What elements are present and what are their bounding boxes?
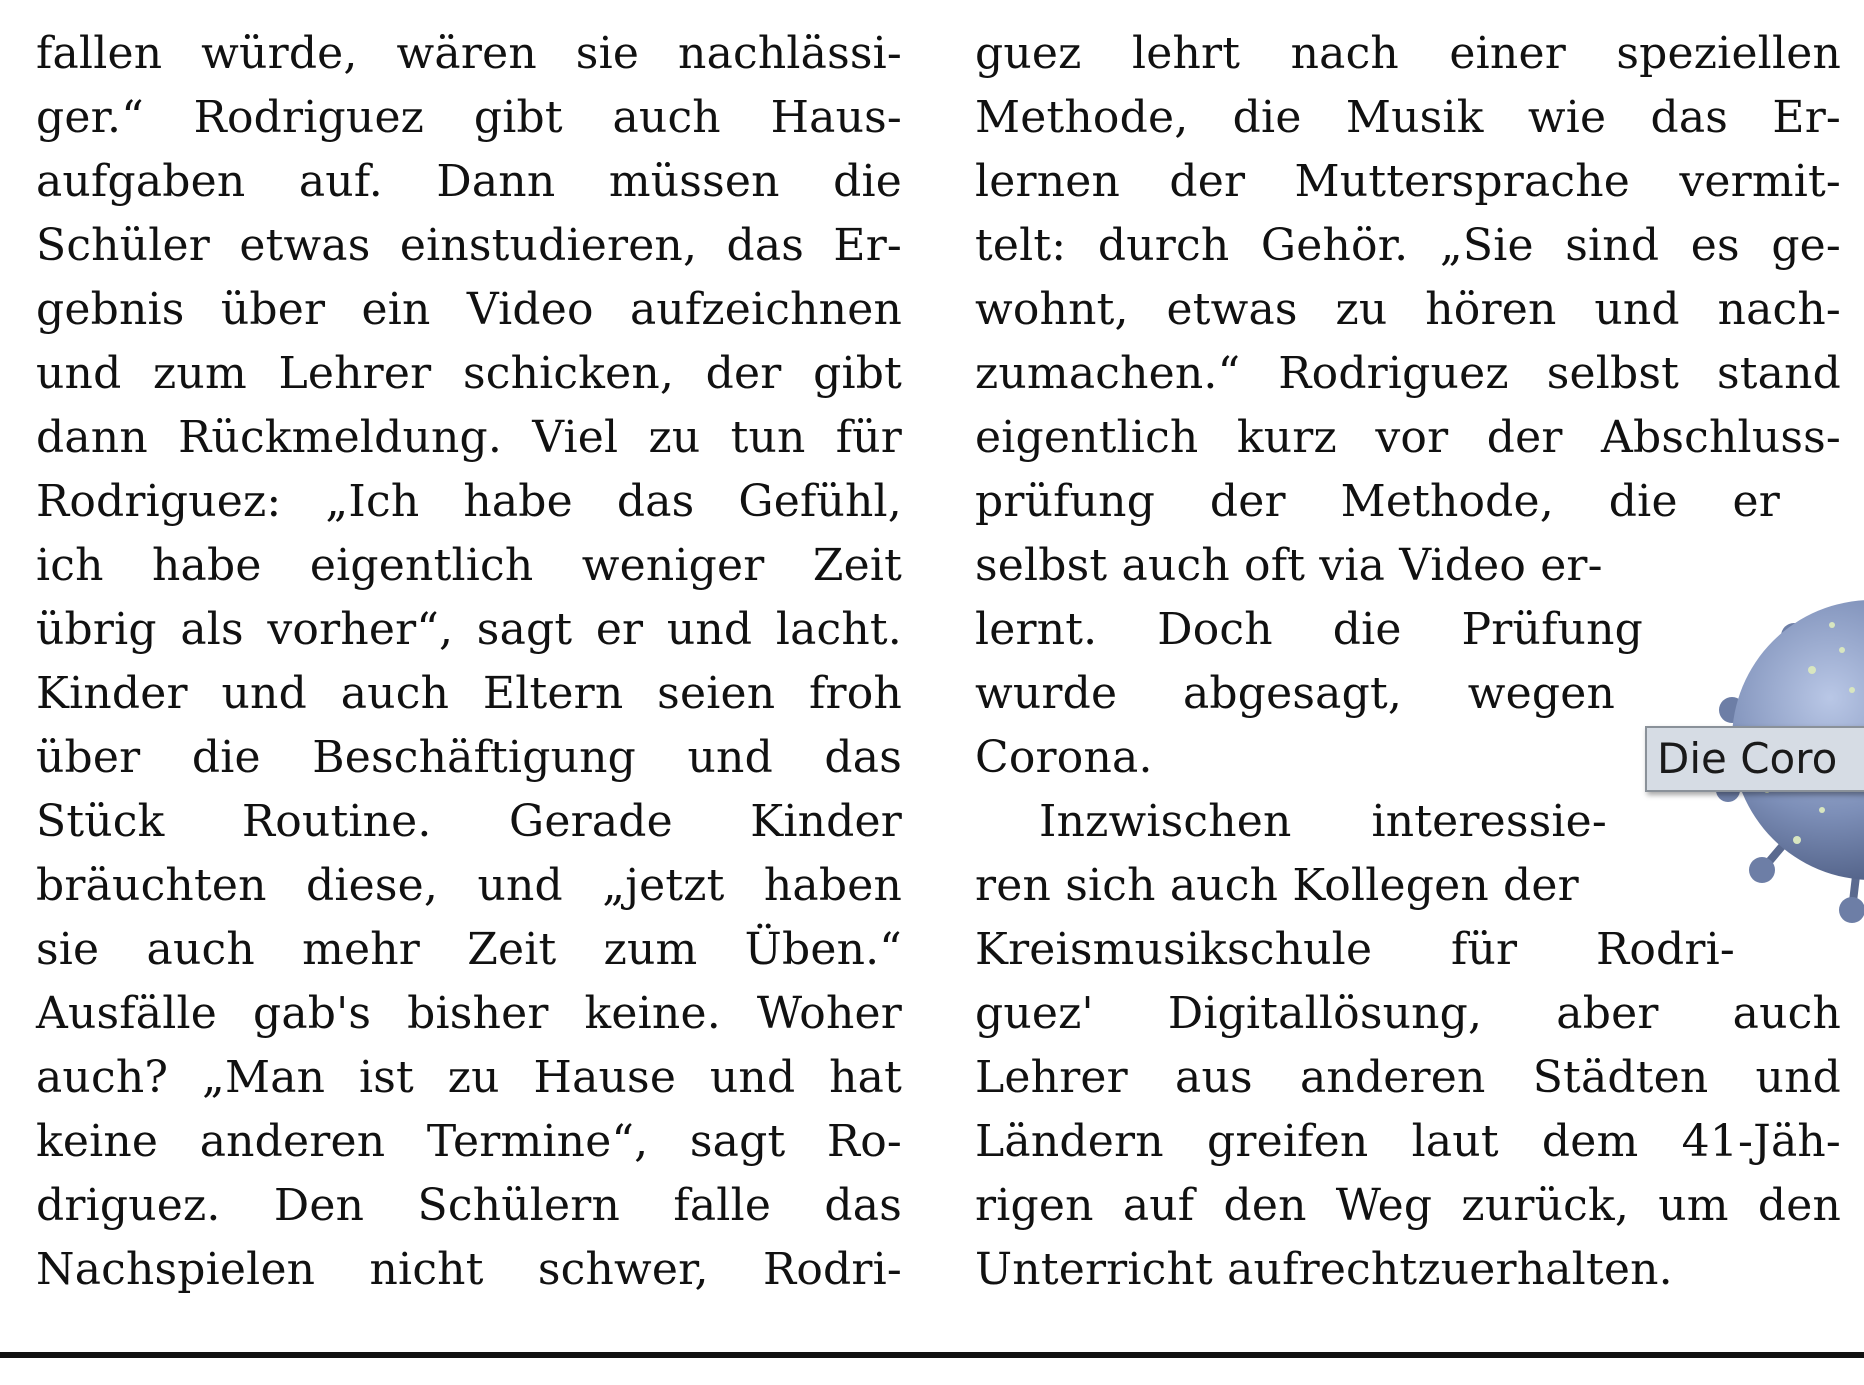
text-line: Inzwischen interessie- xyxy=(1039,796,1607,847)
text-line: Unterricht aufrechtzuerhalten. xyxy=(975,1244,1673,1295)
text-line: Stück Routine. Gerade Kinder xyxy=(36,796,902,847)
text-line: prüfung der Methode, die er xyxy=(975,476,1780,527)
text-line: aufgaben auf. Dann müssen die xyxy=(36,156,902,207)
text-line: driguez. Den Schülern falle das xyxy=(36,1180,902,1231)
text-line: Rodriguez: „Ich habe das Gefühl, xyxy=(36,476,902,527)
text-line: Ländern greifen laut dem 41-Jäh- xyxy=(975,1116,1841,1167)
text-line: Kinder und auch Eltern seien froh xyxy=(36,668,902,719)
text-line: telt: durch Gehör. „Sie sind es ge- xyxy=(975,220,1841,271)
image-caption: Die Coro xyxy=(1645,726,1864,792)
text-line: Schüler etwas einstudieren, das Er- xyxy=(36,220,902,271)
left-column xyxy=(36,22,902,1302)
text-line: Corona. xyxy=(975,732,1153,783)
text-line: Kreismusikschule für Rodri- xyxy=(975,924,1735,975)
text-line: Lehrer aus anderen Städten und xyxy=(975,1052,1841,1103)
text-line: und zum Lehrer schicken, der gibt xyxy=(36,348,902,399)
text-line: lernen der Muttersprache vermit- xyxy=(975,156,1841,207)
text-line: ich habe eigentlich weniger Zeit xyxy=(36,540,902,591)
text-line: über die Beschäftigung und das xyxy=(36,732,902,783)
text-line: wohnt, etwas zu hören und nach- xyxy=(975,284,1841,335)
text-line: übrig als vorher“, sagt er und lacht. xyxy=(36,604,902,655)
text-line: Nachspielen nicht schwer, Rodri- xyxy=(36,1244,902,1295)
text-line: Ausfälle gab's bisher keine. Woher xyxy=(36,988,902,1039)
text-line: ger.“ Rodriguez gibt auch Haus- xyxy=(36,92,902,143)
text-line: bräuchten diese, und „jetzt haben xyxy=(36,860,902,911)
text-line: rigen auf den Weg zurück, um den xyxy=(975,1180,1841,1231)
text-line: guez lehrt nach einer speziellen xyxy=(975,28,1841,79)
text-line: auch? „Man ist zu Hause und hat xyxy=(36,1052,902,1103)
text-line: wurde abgesagt, wegen xyxy=(975,668,1615,719)
text-line: sie auch mehr Zeit zum Üben.“ xyxy=(36,924,902,975)
text-line: gebnis über ein Video aufzeichnen xyxy=(36,284,902,335)
text-line: fallen würde, wären sie nachlässi- xyxy=(36,28,902,79)
text-line: Methode, die Musik wie das Er- xyxy=(975,92,1841,143)
text-line: dann Rückmeldung. Viel zu tun für xyxy=(36,412,902,463)
bottom-rule xyxy=(0,1352,1864,1358)
text-line: keine anderen Termine“, sagt Ro- xyxy=(36,1116,902,1167)
text-line: ren sich auch Kollegen der xyxy=(975,860,1579,911)
text-line: eigentlich kurz vor der Abschluss- xyxy=(975,412,1841,463)
text-line: lernt. Doch die Prüfung xyxy=(975,604,1643,655)
text-line: zumachen.“ Rodriguez selbst stand xyxy=(975,348,1841,399)
text-line: selbst auch oft via Video er- xyxy=(975,540,1603,591)
text-line: guez' Digitallösung, aber auch xyxy=(975,988,1841,1039)
